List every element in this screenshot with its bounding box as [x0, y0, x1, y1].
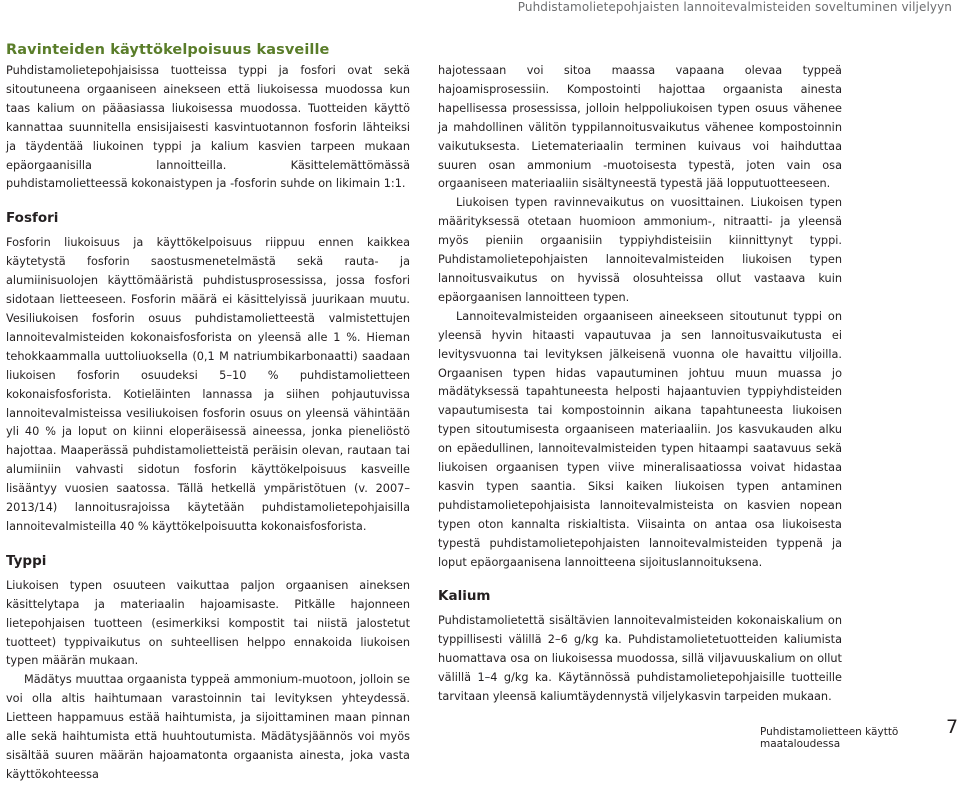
left-column — [6, 42, 410, 785]
fosfori-paragraph: Fosforin liukoisuus ja käyttökelpoisuus riippuu ennen kaikkea käytetystä fosforin saostusmenetelmästä sekä rauta- ja alumiinisuolojen käyttömääristä puhdistusprosessissa, jossa fosfori sidotaan lietteeseen. Fosforin määrä ei käsittelyissä juurikaan muutu. Vesiliukoisen fosforin osuus puhdistamolietteestä valmistettujen lannoitevalmisteiden kokonaisfosforista on yleensä alle 1 %. Hieman tehokkaammalla uuttoliuoksella (0,1 M natriumbikarbonaatti) saadaan liukoisen fosforin osuudeksi 5–10 % puhdistamolietteen kokonaisfosforista. Kotieläinten lannassa ja siihen pohjautuvissa lannoitevalmisteissa vesiliukoisen fosforin osuus on yleensä vähintään yli 40 % ja loput on kiinni eloperäisessä aineessa, jonka pieneliöstö hajottaa. Maaperässä puhdistamolietteistä peräisin olevan, rautaan tai alumiiniin vahvasti sidotun fosforin käyttökelpoisuus kasveille lisääntyy vuosien saatossa. Tällä hetkellä ympäristötuen (v. 2007–2013/14) lannoitusrajoissa käytetään puhdistamolietepohjaisilla lannoitevalmisteilla 40 % käyttökelpoisuutta kokonaisfosforista. — [6, 236, 410, 533]
typpi-heading: Typpi — [6, 552, 47, 569]
right-column — [438, 62, 842, 707]
kalium-heading: Kalium — [438, 588, 491, 605]
intro-paragraph: Puhdistamolietepohjaisissa tuotteissa typpi ja fosfori ovat sekä sitoutuneena orgaaniseen ainekseen että liukoisessa muodossa kun taas kalium on pääasiassa liukoisessa muodossa. Tuotteiden käyttö kannattaa suunnitella ensisijaisesti kasvintuotannon fosforin lähteiksi ja täydentää liukoinen typpi ja kalium kasvien tarpeen mukaan epäorgaanisilla lannoitteilla. Käsittelemättömässä puhdistamolietteessä kokonaistypen ja -fosforin suhde on likimain 1:1. — [6, 64, 410, 191]
typpi-paragraph-2: Mädätys muuttaa orgaanista typpeä ammonium-muotoon, jolloin se voi olla altis haihtumaan varastoinnin tai levityksen yhteydessä. Lietteen happamuus estää haihtumista, ja sijoittaminen maan pinnan alle sekä haihtumista että huuhtoutumista. Mädätysjäännös voi myös sisältää suuren määrän hajoamatonta orgaanista ainesta, joka vasta käyttökohteessa — [6, 673, 410, 781]
fosfori-heading: Fosfori — [6, 210, 59, 227]
section-title: Ravinteiden käyttökelpoisuus kasveille — [6, 42, 330, 58]
running-header: Puhdistamolietepohjaisten lannoitevalmisteiden soveltuminen viljelyyn — [517, 0, 952, 14]
kalium-paragraph: Puhdistamolietettä sisältävien lannoitevalmisteiden kokonaiskalium on typpillisesti välillä 2–6 g/kg ka. Puhdistamolietetuotteiden kaliumista huomattava osa on liukoisessa muodossa, sillä viljavuuskalium on ollut välillä 1–4 g/kg ka. Käytännössä puhdistamolietepohjaisille tuotteille tarvitaan yleensä kaliumtäydennystä viljelykasvin tarpeiden mukaan. — [438, 614, 842, 704]
footer-label: Puhdistamolietteen käyttö maataloudessa — [760, 726, 899, 750]
typpi-paragraph-3: hajotessaan voi sitoa maassa vapaana olevaa typpeä hajoamisprosessiin. Kompostointi hajottaa orgaanista ainesta hapellisessa prosessissa, jolloin helppoliukoisen typen osuus vähenee ja mahdollinen välitön typpilannoitusvaikutus vähenee kompostoinnin vaikutuksesta. Lietemateriaalin terminen kuivaus voi haihduttaa suuren osan ammonium -muotoisesta typestä, joten vain osa orgaaniseen materiaaliin sisältyneestä typestä jää lopputuotteeseen. — [438, 64, 842, 191]
typpi-paragraph-5: Lannoitevalmisteiden orgaaniseen aineekseen sitoutunut typpi on yleensä hyvin hitaasti vapautuvaa ja sen lannoitusvaikutusta ei levitysvuonna tai levityksen jälkeisenä vuonna ole havaittu viljoilla. Orgaanisen typen hidas vapautuminen johtuu muun muassa jo mädätyksessä tapahtuneesta helposti hajaantuvien typpiyhdisteiden vapautumisesta tai kompostoinnin aikana tapahtuneesta liukoisen typen sitoutumisesta orgaaniseen materiaaliin. Jos kasvukauden alku on epäedullinen, lannoitevalmisteiden typen hitaampi saatavuus sekä liukoisen orgaanisen typen viive mineralisaatiossa voivat hidastaa kasvin typen saantia. Siksi kaiken liukoisen typen antaminen puhdistamolietepohjaisista lannoitevalmisteista on kasvien nopean typen oton kannalta riskialtista. Viisainta on antaa osa liukoisesta typestä puhdistamolietepohjaisten lannoitevalmisteiden typpenä ja loput epäorgaanisena lannoitteena sijoituslannoituksena. — [438, 309, 842, 569]
page-number: 7 — [946, 716, 959, 738]
typpi-paragraph-1: Liukoisen typen osuuteen vaikuttaa paljon orgaanisen aineksen käsittelytapa ja materiaalin hajoamisaste. Pitkälle hajonneen lietepohjaisen tuotteen (esimerkiksi kompostit tai niistä jalostetut tuotteet) typpivaikutus on suhteellisen helppo ennakoida liukoisen typen määrän mukaan. — [6, 578, 410, 668]
typpi-paragraph-4: Liukoisen typen ravinnevaikutus on vuosittainen. Liukoisen typen määrityksessä otetaan huomioon ammonium-, nitraatti- ja yleensä myös pieniin orgaanisiin typpiyhdisteisiin kiinnittynyt typpi. Puhdistamolietepohjaisten lannoitevalmisteiden liukoisen typen lannoitusvaikutus on hyvissä olosuhteissa ollut vastaava kuin epäorgaanisen lannoitteen typen. — [438, 196, 842, 304]
